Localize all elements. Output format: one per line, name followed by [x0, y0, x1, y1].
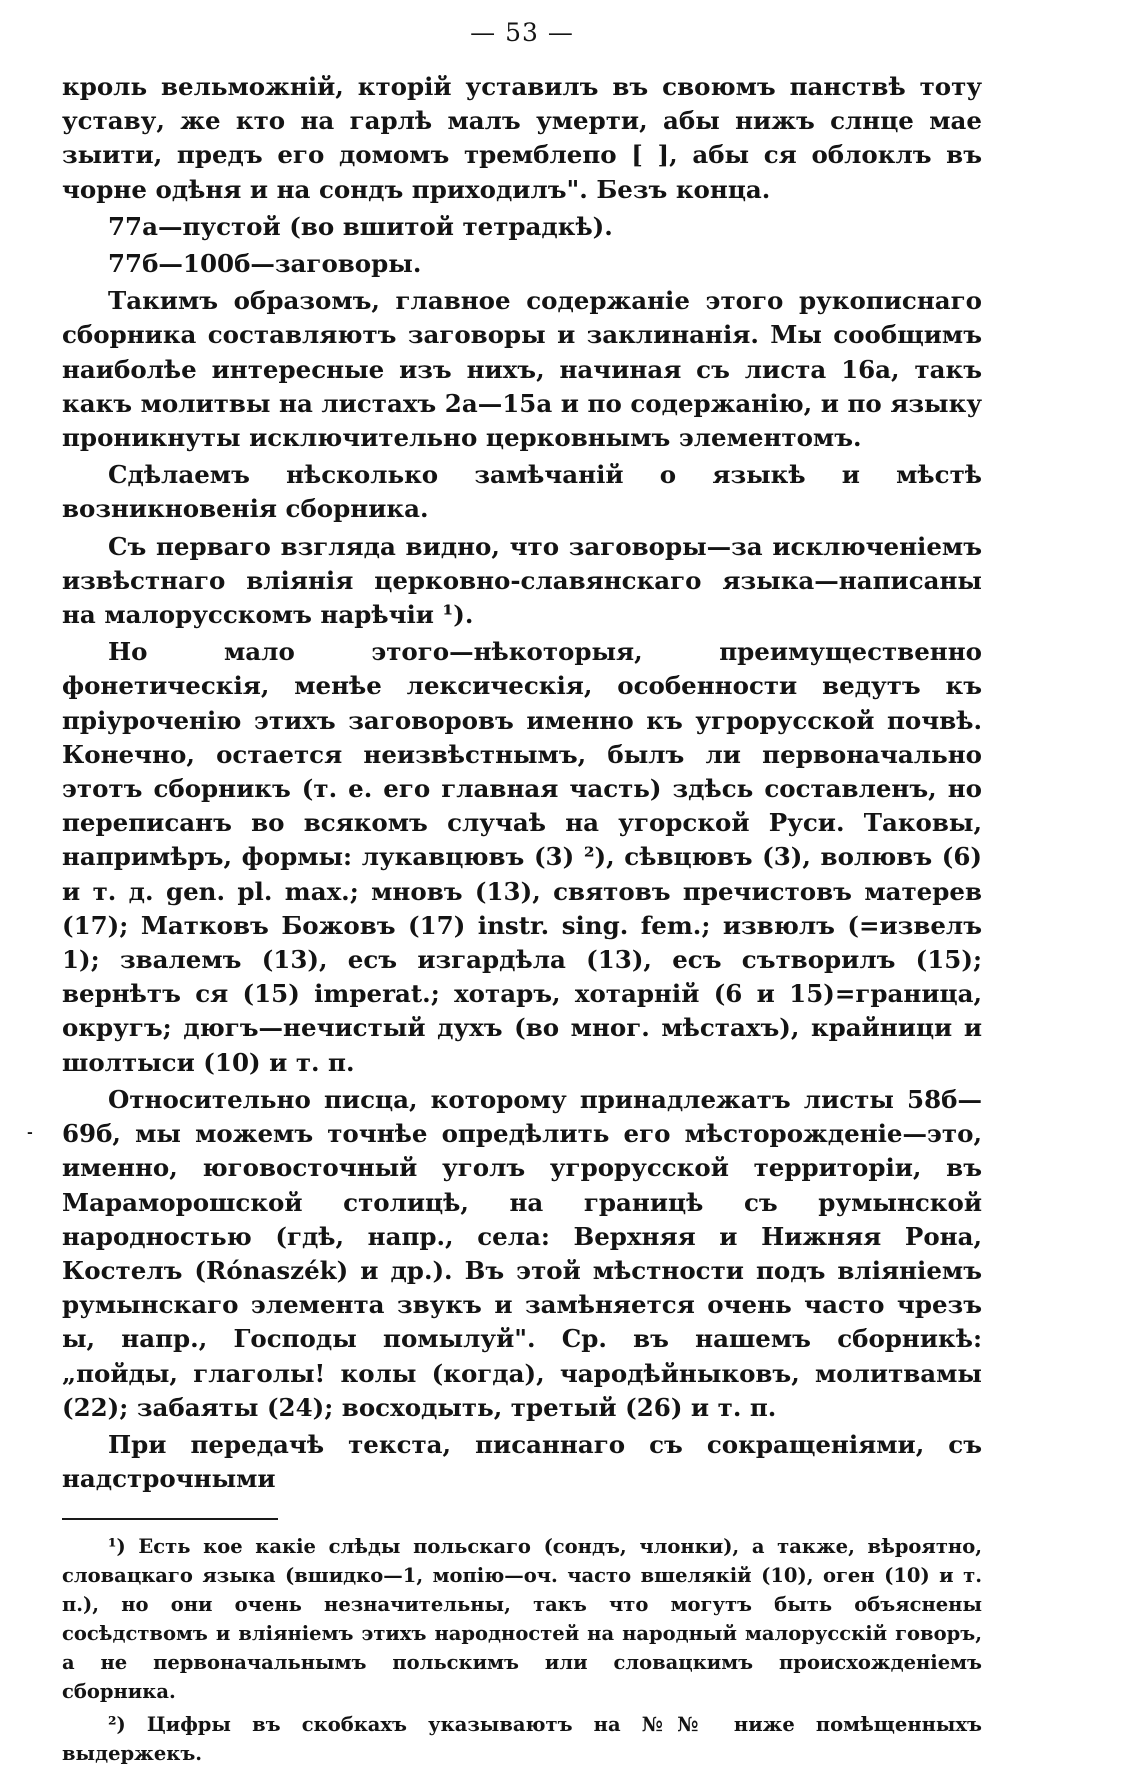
- paragraph-leaf-77a: 77а—пустой (во вшитой тетрадкѣ).: [108, 211, 613, 241]
- paragraph-leaves-77b-100b: 77б—100б—заговоры.: [108, 249, 422, 279]
- paragraph-remarks-intro: Сдѣлаемъ нѣсколько замѣчаній о языкѣ и мѣстѣ возникновенія сборника.: [62, 460, 982, 524]
- paragraph-content-summary: Такимъ образомъ, главное содержаніе этого рукописнаго сборника составляютъ заговоры и заклинанія. Мы сообщимъ наиболѣе интересные изъ нихъ, начиная съ листа 16а, такъ какъ молитвы на листахъ 2а—15а и по содержанію, и по языку проникнуты исключительно церковнымъ элементомъ.: [62, 286, 982, 453]
- paragraph-scribe-origin: Относительно писца, которому принадлежатъ листы 58б—69б, мы можемъ точнѣе опредѣлить его мѣсторожденіе—это, именно, юговосточный уголъ угрорусской территоріи, въ Мараморошской столицѣ, на границѣ съ румынской народностью (гдѣ, напр., села: Верхняя и Нижняя Рона, Костелъ (Rónaszék) и др.). Въ этой мѣстности подъ влiяніемъ румынскаго элемента звукъ и замѣняется очень часто чрезъ ы, напр., Господы помылуй". Ср. въ нашемъ сборникѣ: „пойды, глаголы! колы (когда), чародѣйныковъ, молитвамы (22); забаяты (24); восходыть, третый (26) и т. п.: [62, 1084, 982, 1422]
- page-number: — 53 —: [470, 18, 574, 47]
- paragraph-transcription: При передачѣ текста, писаннаго съ сокращеніями, съ надстрочными: [62, 1429, 982, 1494]
- document-page: [62, 18, 982, 1766]
- paragraph-continuation: кроль вельможній, кторій уставилъ въ своюмъ панствѣ тоту уставу, же кто на гарлѣ малъ умерти, абы нижъ слнце мае зыити, предъ его домомъ тремблепо [ ], абы ся облоклъ въ чорне одѣня и на сондъ приходилъ". Безъ конца.: [62, 72, 982, 204]
- main-text: [62, 70, 982, 1496]
- paragraph-ugro-russian-forms: Но мало этого—нѣкоторыя, преимущественно фонетическія, менѣе лексическія, особенности ведутъ къ пріуроченiю этихъ заговоровъ именно къ угрорусской почвѣ. Конечно, остается неизвѣстнымъ, былъ ли первоначально этотъ сборникъ (т. е. его главная часть) здѣсь составленъ, но переписанъ во всякомъ случаѣ на угорской Руси. Таковы, напримѣръ, формы: лукавцювъ (3) ²), сѣвцювъ (3), волювъ (6) и т. д. gen. pl. max.; мновъ (13), святовъ пречистовъ матерев (17); Матковъ Божовъ (17) instr. sing. fem.; извюлъ (=извелъ 1); звалемъ (13), есъ изгардѣла (13), есъ сътворилъ (15); вернѣтъ ся (15) imperat.; хотаръ, хотарній (6 и 15)=граница, округъ; дюгъ—нечистый духъ (во мног. мѣстахъ), крайници и шолтыси (10) и т. п.: [62, 637, 982, 1077]
- footnote-1: ¹) Есть кое какіе слѣды польскаго (сондъ, члонки), а также, вѣроятно, словацкаго языка (вшидко—1, мопiю—оч. часто вшелякiй (10), оген (10) и т. п.), но они очень незначительны, такъ что могутъ быть объяснены сосѣдствомъ и влiяніемъ этихъ народностей на народный малорусскій говоръ, а не первоначальнымъ польскимъ или словацкимъ происхожденіемъ сборника.: [62, 1535, 982, 1704]
- footnote-divider: [62, 1518, 278, 1520]
- margin-mark: -: [27, 1125, 33, 1141]
- paragraph-dialect: Съ перваго взгляда видно, что заговоры—за исключеніемъ извѣстнаго влiянія церковно-славянскаго языка—написаны на малорусскомъ нарѣчіи ¹).: [62, 531, 982, 630]
- footnotes: [62, 1532, 982, 1768]
- footnote-2: ²) Цифры въ скобкахъ указываютъ на №№ ниже помѣщенныхъ выдержекъ.: [62, 1713, 982, 1766]
